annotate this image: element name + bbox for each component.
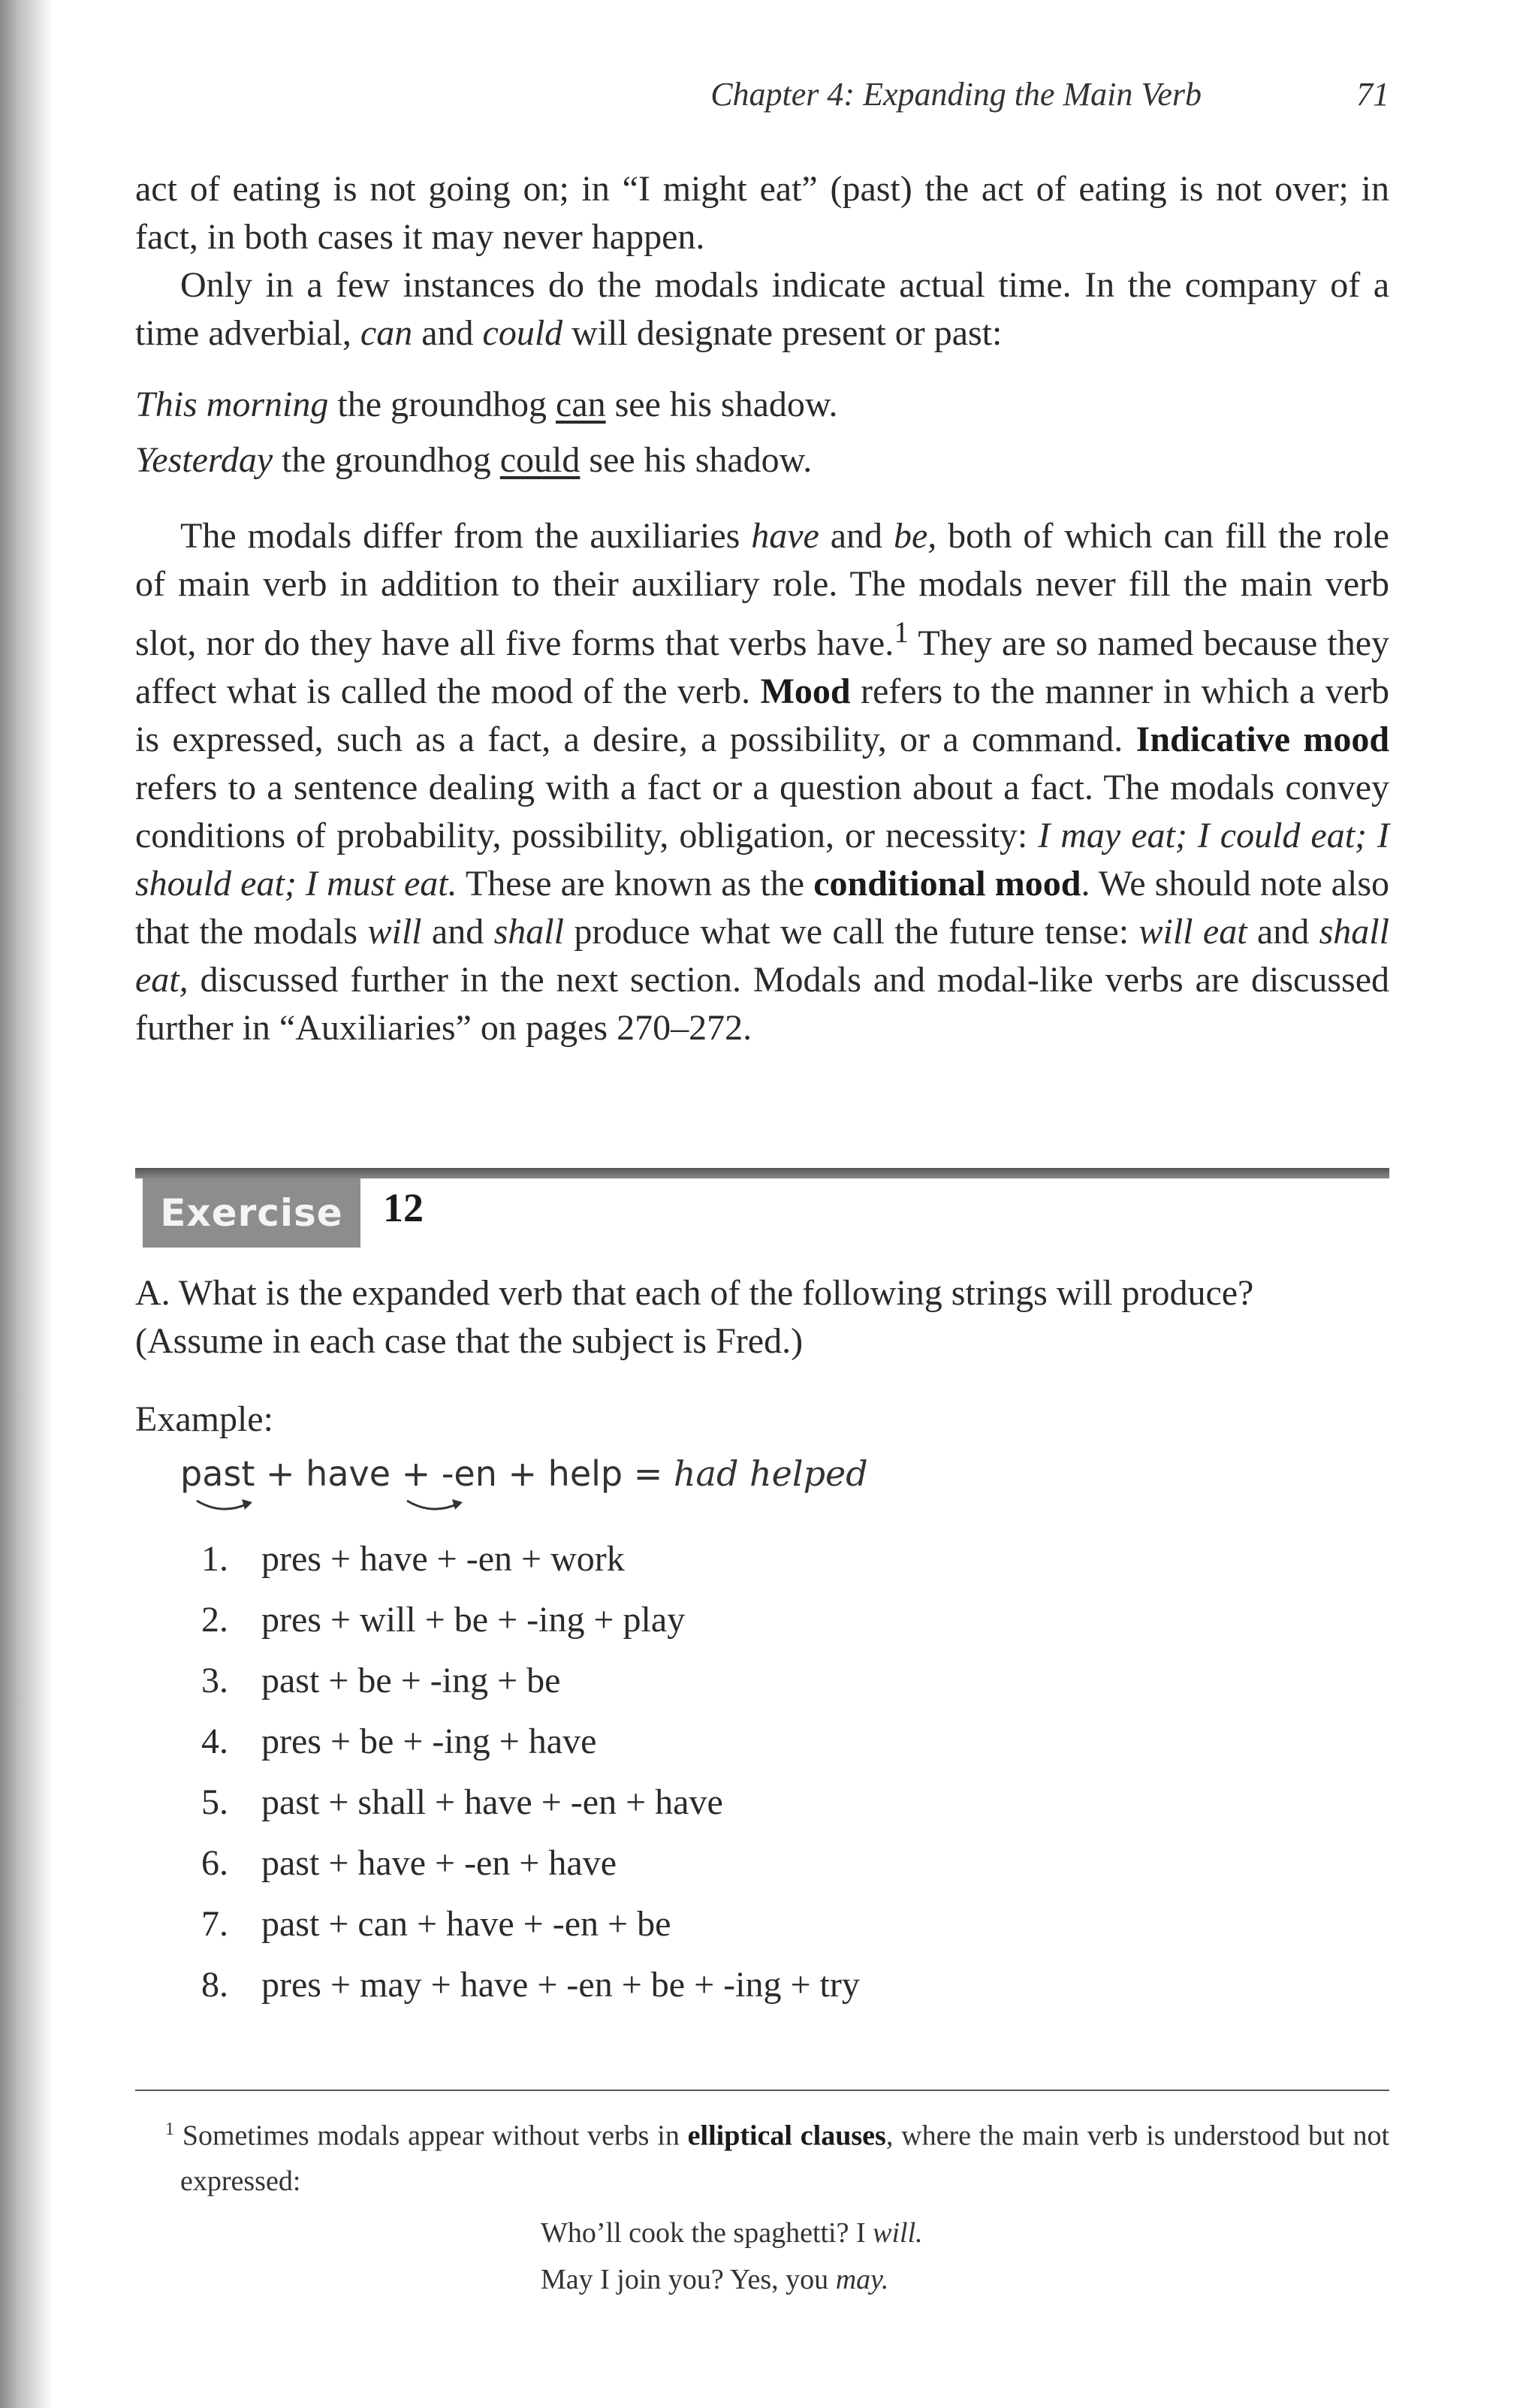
fn-ex1-pre: Who’ll cook the spaghetti? I bbox=[541, 2216, 873, 2249]
ex1-modal: can bbox=[556, 385, 606, 424]
page-number: 71 bbox=[1356, 76, 1389, 113]
list-item bbox=[201, 1772, 1253, 1833]
exercise-heading bbox=[135, 1168, 1389, 1235]
example-label: Example: bbox=[135, 1399, 273, 1439]
item-number: 7. bbox=[201, 1904, 228, 1944]
p3-will: will bbox=[367, 912, 422, 952]
list-item bbox=[201, 1711, 1253, 1772]
p3-t11: and bbox=[1247, 912, 1319, 952]
footnote bbox=[135, 2107, 1389, 2303]
p3-t4: They are so named because they affect what is called the mood of the verb. bbox=[135, 623, 1389, 711]
fn-text-a: Sometimes modals appear without verbs in bbox=[174, 2120, 688, 2152]
exercise-number: 12 bbox=[383, 1185, 424, 1230]
item-number: 8. bbox=[201, 1965, 228, 2005]
item-number: 4. bbox=[201, 1722, 228, 1761]
paragraph-2 bbox=[135, 261, 1389, 358]
arrow-past-to-have bbox=[197, 1501, 248, 1509]
list-item bbox=[201, 1589, 1253, 1650]
exercise-rule bbox=[135, 1168, 1389, 1178]
footnote-ref: 1 bbox=[894, 615, 909, 649]
paragraph-1 bbox=[135, 165, 1389, 261]
paragraph-3 bbox=[135, 512, 1389, 1052]
running-head: Chapter 4: Expanding the Main Verb bbox=[710, 76, 1202, 113]
p3-t8: . We should note also that the modals bbox=[135, 864, 1390, 952]
term-indicative-mood: Indicative mood bbox=[1135, 720, 1390, 759]
item-text: past + have + -en + have bbox=[261, 1843, 617, 1883]
p3-shall: shall bbox=[493, 912, 564, 952]
exercise-label: Exercise bbox=[143, 1178, 360, 1248]
paragraph-1-text: act of eating is not going on; in “I might eat” (past) the act of eating is not over; in fact, in both cases it may never happen. bbox=[135, 169, 1389, 257]
p2-can: can bbox=[360, 313, 413, 353]
arrow-en-to-help bbox=[407, 1501, 458, 1509]
p2-text-b: will designate present or past: bbox=[562, 313, 1003, 353]
list-item bbox=[201, 1954, 1253, 2015]
p3-have: have bbox=[751, 516, 819, 556]
term-mood: Mood bbox=[760, 671, 851, 711]
p3-t12: discussed further in the next section. Modals and modal-like verbs are discussed further in “Auxiliaries” on pages 270–272. bbox=[135, 960, 1389, 1048]
p3-will-eat: will eat bbox=[1138, 912, 1247, 952]
list-item bbox=[201, 1894, 1253, 1954]
p3-t1: The modals differ from the auxiliaries bbox=[180, 516, 752, 556]
item-number: 5. bbox=[201, 1782, 228, 1822]
footnote-rule bbox=[135, 2090, 1389, 2091]
term-conditional-mood: conditional mood bbox=[813, 864, 1081, 904]
ex2-pre: the groundhog bbox=[273, 440, 500, 480]
item-text: pres + be + -ing + have bbox=[261, 1722, 597, 1761]
p2-and: and bbox=[412, 313, 483, 353]
p3-t7: These are known as the bbox=[457, 864, 814, 904]
p3-t5: refers to the manner in which a verb is expressed, such as a fact, a desire, a possibility, or a command. bbox=[135, 671, 1389, 759]
footnote-text bbox=[135, 2107, 1389, 2204]
item-text: pres + may + have + -en + be + -ing + try bbox=[261, 1965, 860, 2005]
footnote-example-2 bbox=[135, 2256, 1389, 2303]
example-answer: had helped bbox=[673, 1453, 868, 1494]
item-text: pres + have + -en + work bbox=[261, 1539, 625, 1579]
item-text: past + be + -ing + be bbox=[261, 1661, 561, 1700]
example-sentence-1 bbox=[135, 374, 1389, 436]
list-item bbox=[201, 1528, 1253, 1589]
p2-could: could bbox=[482, 313, 563, 353]
item-text: pres + will + be + -ing + play bbox=[261, 1600, 686, 1640]
example-formula bbox=[180, 1453, 868, 1494]
running-header bbox=[135, 75, 1397, 120]
p3-t9: and bbox=[421, 912, 494, 952]
ex2-adverbial: Yesterday bbox=[135, 440, 273, 480]
fn-ex2-pre: May I join you? Yes, you bbox=[541, 2263, 836, 2295]
exercise-instructions: A. What is the expanded verb that each of the following strings will produce? (Assume in each case that the subject is Fred.) bbox=[135, 1273, 1254, 1361]
item-number: 2. bbox=[201, 1600, 228, 1640]
term-elliptical-clauses: elliptical clauses bbox=[687, 2120, 886, 2152]
p3-shall-eat: shall eat, bbox=[135, 912, 1389, 1000]
item-number: 6. bbox=[201, 1843, 228, 1883]
arrowhead-2 bbox=[452, 1499, 463, 1510]
arrowhead-1 bbox=[242, 1499, 252, 1510]
fn-text-b: , where the main verb is understood but not expressed: bbox=[180, 2120, 1389, 2197]
p3-modal-examples: I may eat; I could eat; I should eat; I must eat. bbox=[135, 816, 1390, 904]
fn-ex2-may: may. bbox=[835, 2263, 889, 2295]
item-text: past + shall + have + -en + have bbox=[261, 1782, 723, 1822]
item-number: 1. bbox=[201, 1539, 228, 1579]
ex1-adverbial: This morning bbox=[135, 385, 329, 424]
footnote-example-1 bbox=[135, 2210, 1389, 2256]
p3-t2: and bbox=[819, 516, 894, 556]
ex1-pre: the groundhog bbox=[328, 385, 556, 424]
list-item bbox=[201, 1650, 1253, 1711]
item-text: past + can + have + -en + be bbox=[261, 1904, 671, 1944]
ex2-post: see his shadow. bbox=[580, 440, 813, 480]
body-text bbox=[135, 165, 1389, 1052]
p3-t10: produce what we call the future tense: bbox=[563, 912, 1139, 952]
item-number: 3. bbox=[201, 1661, 228, 1700]
p2-text-a: Only in a few instances do the modals indicate actual time. In the company of a time adverbial, bbox=[135, 265, 1389, 353]
footnote-marker: 1 bbox=[165, 2120, 174, 2139]
example-formula-text: past + have + -en + help = bbox=[180, 1453, 674, 1494]
p3-t3: both of which can fill the role of main verb in addition to their auxiliary role. The modals never fill the main verb slot, nor do they have all five forms that verbs have. bbox=[135, 516, 1389, 663]
ex2-modal: could bbox=[499, 440, 581, 480]
ex1-post: see his shadow. bbox=[605, 385, 838, 424]
list-item bbox=[201, 1833, 1253, 1894]
example-sentence-2 bbox=[135, 430, 1389, 491]
p3-t6: refers to a sentence dealing with a fact or a question about a fact. The modals convey conditions of probability, possibility, obligation, or necessity: bbox=[135, 768, 1389, 855]
exercise-items bbox=[201, 1528, 1253, 2015]
fn-ex1-will: will. bbox=[873, 2216, 923, 2249]
p3-be: be, bbox=[893, 516, 937, 556]
page-gutter-shadow bbox=[0, 0, 53, 2408]
